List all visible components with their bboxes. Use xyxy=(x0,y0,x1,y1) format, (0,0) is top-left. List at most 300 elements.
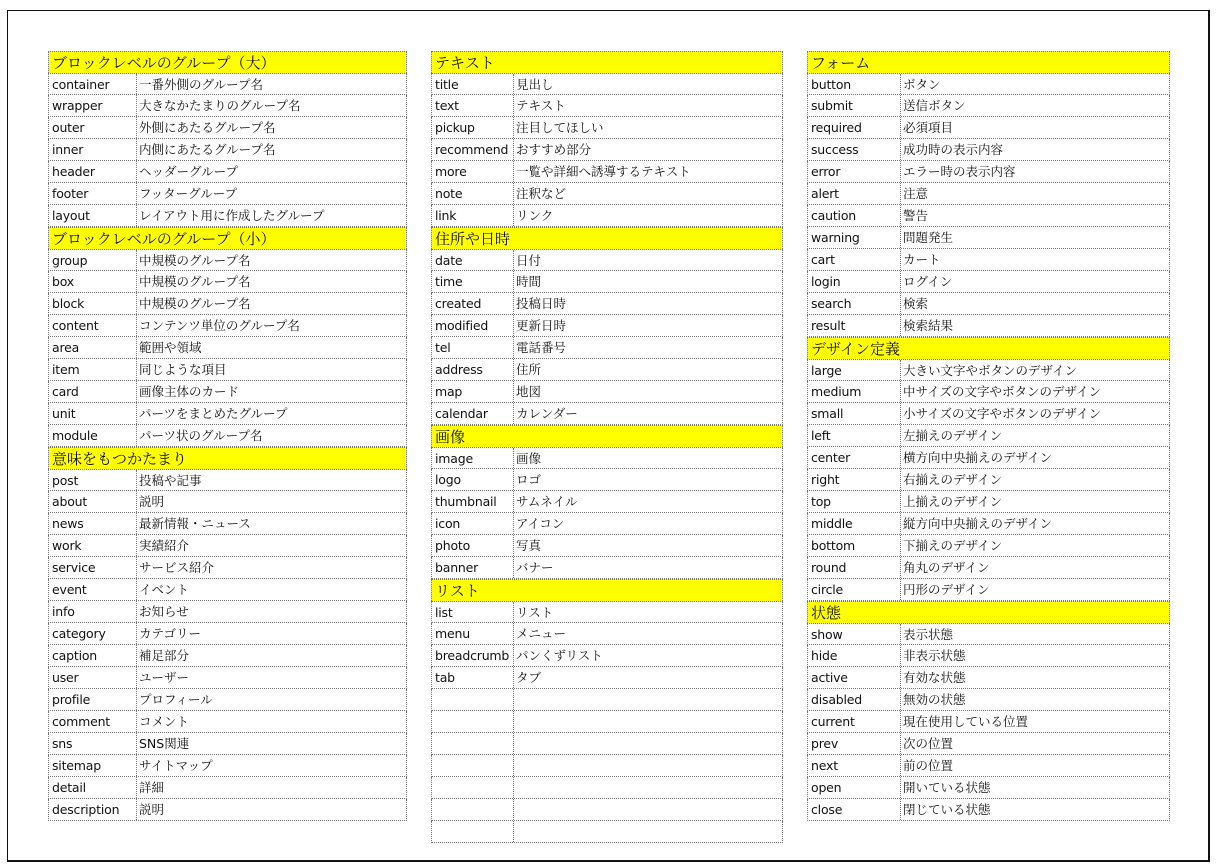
class-name-cell: warning xyxy=(808,227,901,248)
table-row xyxy=(48,601,407,623)
description-cell: エラー時の表示内容 xyxy=(903,164,1016,179)
description-cell: 日付 xyxy=(516,253,542,268)
class-name-cell: sns xyxy=(49,733,137,754)
table-row xyxy=(48,755,407,777)
table-row xyxy=(431,601,783,623)
class-name-cell: submit xyxy=(808,95,901,116)
class-name-cell: current xyxy=(808,711,901,732)
section-header: ブロックレベルのグループ（大） xyxy=(48,51,407,73)
description-cell: パーツ状のグループ名 xyxy=(139,428,263,443)
class-name-cell: bottom xyxy=(808,535,901,556)
description-cell: 必須項目 xyxy=(903,120,954,135)
table-row xyxy=(807,117,1170,139)
description-cell: コンテンツ単位のグループ名 xyxy=(139,318,300,333)
class-name-cell: work xyxy=(49,535,137,556)
table-row xyxy=(807,689,1170,711)
description-cell: 投稿日時 xyxy=(516,296,567,311)
description-cell: 投稿や記事 xyxy=(139,473,202,488)
description-cell: ヘッダーグループ xyxy=(139,164,239,179)
class-name-cell: title xyxy=(432,74,514,94)
class-name-cell: middle xyxy=(808,513,901,534)
empty-cell xyxy=(432,711,514,732)
description-cell: 縦方向中央揃えのデザイン xyxy=(903,516,1053,531)
description-cell: 大きなかたまりのグループ名 xyxy=(139,98,301,113)
description-cell: カテゴリー xyxy=(139,626,202,641)
description-cell: サムネイル xyxy=(516,494,578,509)
class-name-cell: disabled xyxy=(808,689,901,710)
empty-table-row xyxy=(431,799,783,821)
class-name-cell: menu xyxy=(432,623,514,644)
description-cell: パーツをまとめたグループ xyxy=(139,406,288,421)
description-cell: 前の位置 xyxy=(903,758,954,773)
table-row xyxy=(48,183,407,205)
section-header: 意味をもつかたまり xyxy=(48,447,407,469)
table-row xyxy=(807,733,1170,755)
table-row xyxy=(807,667,1170,689)
table-row xyxy=(431,623,783,645)
description-cell: 詳細 xyxy=(139,780,165,795)
class-name-cell: button xyxy=(808,74,901,94)
description-cell: 問題発生 xyxy=(903,230,954,245)
class-name-cell: category xyxy=(49,623,137,644)
description-cell: 画像 xyxy=(516,451,542,466)
description-cell: 開いている状態 xyxy=(903,780,991,795)
description-cell: 検索 xyxy=(903,296,929,311)
table-row xyxy=(807,535,1170,557)
table-row xyxy=(48,557,407,579)
empty-cell xyxy=(432,799,514,820)
table-row xyxy=(807,381,1170,403)
table-row xyxy=(807,161,1170,183)
table-row xyxy=(48,513,407,535)
table-row xyxy=(431,271,783,293)
table-row xyxy=(431,117,783,139)
table-row xyxy=(431,249,783,271)
description-cell: カレンダー xyxy=(516,406,578,421)
description-cell: 大きい文字やボタンのデザイン xyxy=(903,363,1078,378)
description-cell: 電話番号 xyxy=(516,340,567,355)
table-row xyxy=(48,777,407,799)
table-row xyxy=(48,315,407,337)
class-name-cell: list xyxy=(432,602,514,622)
class-name-cell: card xyxy=(49,381,137,402)
class-name-cell: block xyxy=(49,293,137,314)
description-cell: 実績紹介 xyxy=(139,538,190,553)
table-row xyxy=(807,469,1170,491)
description-cell: コメント xyxy=(139,714,190,729)
class-name-cell: center xyxy=(808,447,901,468)
table-row xyxy=(431,381,783,403)
table-row xyxy=(807,711,1170,733)
empty-table-row xyxy=(431,733,783,755)
description-cell: 写真 xyxy=(516,538,542,553)
table-row xyxy=(807,403,1170,425)
table-row xyxy=(431,205,783,227)
table-row xyxy=(431,183,783,205)
table-row xyxy=(431,667,783,689)
table-row xyxy=(807,777,1170,799)
table-row xyxy=(807,95,1170,117)
class-name-cell: tel xyxy=(432,337,514,358)
description-cell: 表示状態 xyxy=(903,627,954,642)
section-header: フォーム xyxy=(807,51,1170,73)
class-name-cell: error xyxy=(808,161,901,182)
table-row xyxy=(48,689,407,711)
description-cell: ボタン xyxy=(903,77,941,92)
table-row xyxy=(48,623,407,645)
class-name-cell: search xyxy=(808,293,901,314)
class-name-cell: sitemap xyxy=(49,755,137,776)
table-row xyxy=(807,293,1170,315)
class-name-cell: tab xyxy=(432,667,514,688)
description-cell: 有効な状態 xyxy=(903,670,966,685)
class-name-cell: pickup xyxy=(432,117,514,138)
table-row xyxy=(431,337,783,359)
table-row xyxy=(431,293,783,315)
description-cell: 中規模のグループ名 xyxy=(139,296,251,311)
class-name-cell: wrapper xyxy=(49,95,137,116)
description-cell: 成功時の表示内容 xyxy=(903,142,1004,157)
empty-table-row xyxy=(431,777,783,799)
class-name-cell: small xyxy=(808,403,901,424)
table-row xyxy=(48,535,407,557)
empty-cell xyxy=(514,821,782,842)
class-name-cell: box xyxy=(49,271,137,292)
class-name-cell: open xyxy=(808,777,901,798)
class-name-cell: item xyxy=(49,359,137,380)
empty-cell xyxy=(432,821,514,842)
description-cell: 一覧や詳細へ誘導するテキスト xyxy=(516,164,691,179)
description-cell: 更新日時 xyxy=(516,318,567,333)
column-1 xyxy=(48,51,407,821)
class-name-cell: recommend xyxy=(432,139,514,160)
class-name-cell: footer xyxy=(49,183,137,204)
description-cell: 一番外側のグループ名 xyxy=(139,77,264,92)
section-header: リスト xyxy=(431,579,783,601)
class-name-cell: created xyxy=(432,293,514,314)
table-row xyxy=(807,73,1170,95)
table-row xyxy=(48,799,407,821)
description-cell: 補足部分 xyxy=(139,648,190,663)
table-row xyxy=(48,95,407,117)
table-row xyxy=(48,425,407,447)
table-row xyxy=(48,403,407,425)
description-cell: 警告 xyxy=(903,208,929,223)
description-cell: アイコン xyxy=(516,516,565,531)
class-name-cell: required xyxy=(808,117,901,138)
description-cell: 下揃えのデザイン xyxy=(903,538,1003,553)
class-name-cell: hide xyxy=(808,645,901,666)
table-row xyxy=(431,95,783,117)
table-row xyxy=(807,447,1170,469)
table-row xyxy=(431,139,783,161)
class-name-cell: inner xyxy=(49,139,137,160)
class-name-cell: close xyxy=(808,799,901,820)
empty-cell xyxy=(514,755,782,776)
class-name-cell: circle xyxy=(808,579,901,600)
class-name-cell: photo xyxy=(432,535,514,556)
description-cell: リスト xyxy=(516,605,554,620)
class-name-cell: calendar xyxy=(432,403,514,424)
description-cell: 注目してほしい xyxy=(516,120,604,135)
description-cell: ユーザー xyxy=(139,670,190,685)
table-row xyxy=(807,755,1170,777)
class-name-cell: more xyxy=(432,161,514,182)
table-row xyxy=(431,403,783,425)
table-row xyxy=(48,249,407,271)
column-2 xyxy=(431,51,783,843)
description-cell: 同じような項目 xyxy=(139,362,227,377)
section-header: ブロックレベルのグループ（小） xyxy=(48,227,407,249)
class-name-cell: container xyxy=(49,74,137,94)
document-page xyxy=(7,10,1210,862)
class-name-cell: detail xyxy=(49,777,137,798)
table-row xyxy=(48,645,407,667)
table-row xyxy=(48,733,407,755)
description-cell: 送信ボタン xyxy=(903,98,966,113)
empty-table-row xyxy=(431,755,783,777)
description-cell: 現在使用している位置 xyxy=(903,714,1029,729)
section-header: デザイン定義 xyxy=(807,337,1170,359)
table-row xyxy=(431,359,783,381)
table-row xyxy=(807,513,1170,535)
class-name-cell: alert xyxy=(808,183,901,204)
description-cell: 住所 xyxy=(516,362,542,377)
class-name-cell: result xyxy=(808,315,901,336)
table-row xyxy=(807,623,1170,645)
class-name-cell: user xyxy=(49,667,137,688)
table-row xyxy=(807,491,1170,513)
description-cell: バナー xyxy=(516,560,554,575)
class-name-cell: profile xyxy=(49,689,137,710)
table-row xyxy=(48,711,407,733)
table-row xyxy=(48,381,407,403)
description-cell: 非表示状態 xyxy=(903,648,966,663)
section-header: 画像 xyxy=(431,425,783,447)
class-name-cell: breadcrumb xyxy=(432,645,514,666)
class-name-cell: thumbnail xyxy=(432,491,514,512)
table-row xyxy=(48,139,407,161)
description-cell: 円形のデザイン xyxy=(903,582,990,597)
table-row xyxy=(48,469,407,491)
description-cell: 時間 xyxy=(516,274,542,289)
description-cell: サイトマップ xyxy=(139,758,213,773)
table-row xyxy=(48,205,407,227)
table-row xyxy=(48,293,407,315)
description-cell: おすすめ部分 xyxy=(516,142,592,157)
class-name-cell: event xyxy=(49,579,137,600)
class-name-cell: image xyxy=(432,448,514,468)
class-name-cell: outer xyxy=(49,117,137,138)
description-cell: ログイン xyxy=(903,274,953,289)
section-header: 状態 xyxy=(807,601,1170,623)
table-row xyxy=(48,359,407,381)
class-name-cell: show xyxy=(808,624,901,644)
section-header: 住所や日時 xyxy=(431,227,783,249)
description-cell: タブ xyxy=(516,670,542,685)
table-row xyxy=(431,469,783,491)
description-cell: カート xyxy=(903,252,941,267)
class-name-cell: right xyxy=(808,469,901,490)
table-row xyxy=(431,491,783,513)
table-row xyxy=(48,667,407,689)
description-cell: イベント xyxy=(139,582,190,597)
table-row xyxy=(807,183,1170,205)
class-name-cell: area xyxy=(49,337,137,358)
description-cell: レイアウト用に作成したグループ xyxy=(139,208,325,223)
empty-cell xyxy=(432,755,514,776)
empty-cell xyxy=(514,689,782,710)
empty-cell xyxy=(514,777,782,798)
description-cell: 右揃えのデザイン xyxy=(903,472,1003,487)
description-cell: 注意 xyxy=(903,186,929,201)
description-cell: 画像主体のカード xyxy=(139,384,240,399)
table-row xyxy=(48,117,407,139)
class-name-cell: note xyxy=(432,183,514,204)
description-cell: サービス紹介 xyxy=(139,560,215,575)
class-name-cell: caption xyxy=(49,645,137,666)
table-row xyxy=(48,491,407,513)
table-row xyxy=(807,359,1170,381)
table-row xyxy=(431,161,783,183)
class-name-cell: post xyxy=(49,470,137,490)
description-cell: 注釈など xyxy=(516,186,567,201)
class-name-cell: address xyxy=(432,359,514,380)
class-name-cell: news xyxy=(49,513,137,534)
description-cell: 説明 xyxy=(139,802,165,817)
class-name-cell: header xyxy=(49,161,137,182)
class-name-cell: comment xyxy=(49,711,137,732)
table-row xyxy=(807,799,1170,821)
empty-cell xyxy=(514,711,782,732)
description-cell: 小サイズの文字やボタンのデザイン xyxy=(903,406,1102,421)
description-cell: 中サイズの文字やボタンのデザイン xyxy=(903,384,1102,399)
class-name-cell: link xyxy=(432,205,514,226)
description-cell: 角丸のデザイン xyxy=(903,560,990,575)
description-cell: 上揃えのデザイン xyxy=(903,494,1003,509)
description-cell: 中規模のグループ名 xyxy=(139,253,251,268)
table-row xyxy=(48,73,407,95)
description-cell: お知らせ xyxy=(139,604,189,619)
description-cell: ロゴ xyxy=(516,472,542,487)
description-cell: テキスト xyxy=(516,98,566,113)
table-row xyxy=(431,535,783,557)
class-name-cell: layout xyxy=(49,205,137,226)
description-cell: プロフィール xyxy=(139,692,213,707)
table-row xyxy=(431,513,783,535)
class-name-cell: text xyxy=(432,95,514,116)
table-row xyxy=(807,205,1170,227)
class-name-cell: logo xyxy=(432,469,514,490)
description-cell: 無効の状態 xyxy=(903,692,966,707)
class-name-cell: about xyxy=(49,491,137,512)
description-cell: 閉じている状態 xyxy=(903,802,991,817)
description-cell: 最新情報・ニュース xyxy=(139,516,251,531)
table-row xyxy=(807,425,1170,447)
description-cell: 検索結果 xyxy=(903,318,954,333)
class-name-cell: info xyxy=(49,601,137,622)
description-cell: 外側にあたるグループ名 xyxy=(139,120,276,135)
empty-table-row xyxy=(431,711,783,733)
description-cell: 左揃えのデザイン xyxy=(903,428,1003,443)
description-cell: 範囲や領域 xyxy=(139,340,202,355)
description-cell: 見出し xyxy=(516,77,554,92)
empty-table-row xyxy=(431,821,783,843)
class-name-cell: map xyxy=(432,381,514,402)
table-row xyxy=(431,447,783,469)
table-row xyxy=(807,249,1170,271)
table-row xyxy=(807,227,1170,249)
class-name-cell: next xyxy=(808,755,901,776)
class-name-cell: service xyxy=(49,557,137,578)
table-row xyxy=(807,315,1170,337)
empty-cell xyxy=(432,689,514,710)
table-row xyxy=(48,579,407,601)
description-cell: 説明 xyxy=(139,494,165,509)
description-cell: 内側にあたるグループ名 xyxy=(139,142,276,157)
class-name-cell: prev xyxy=(808,733,901,754)
description-cell: 次の位置 xyxy=(903,736,954,751)
class-name-cell: round xyxy=(808,557,901,578)
table-row xyxy=(431,315,783,337)
description-cell: 横方向中央揃えのデザイン xyxy=(903,450,1053,465)
class-name-cell: top xyxy=(808,491,901,512)
empty-cell xyxy=(432,777,514,798)
description-cell: パンくずリスト xyxy=(516,648,603,663)
class-name-cell: left xyxy=(808,425,901,446)
column-3 xyxy=(807,51,1170,821)
class-name-cell: description xyxy=(49,799,137,820)
table-row xyxy=(807,645,1170,667)
table-row xyxy=(431,73,783,95)
empty-cell xyxy=(514,799,782,820)
description-cell: フッターグループ xyxy=(139,186,238,201)
table-row xyxy=(807,579,1170,601)
class-name-cell: module xyxy=(49,425,137,446)
class-name-cell: large xyxy=(808,360,901,380)
class-name-cell: group xyxy=(49,250,137,270)
empty-table-row xyxy=(431,689,783,711)
class-name-cell: active xyxy=(808,667,901,688)
description-cell: SNS関連 xyxy=(139,736,190,751)
class-name-cell: content xyxy=(49,315,137,336)
table-row xyxy=(807,271,1170,293)
table-row xyxy=(431,557,783,579)
table-row xyxy=(48,337,407,359)
section-header: テキスト xyxy=(431,51,783,73)
description-cell: 中規模のグループ名 xyxy=(139,274,251,289)
class-name-cell: login xyxy=(808,271,901,292)
description-cell: リンク xyxy=(516,208,554,223)
class-name-cell: success xyxy=(808,139,901,160)
class-name-cell: banner xyxy=(432,557,514,578)
class-name-cell: modified xyxy=(432,315,514,336)
description-cell: 地図 xyxy=(516,384,542,399)
description-cell: メニュー xyxy=(516,626,567,641)
class-name-cell: icon xyxy=(432,513,514,534)
class-name-cell: date xyxy=(432,250,514,270)
class-name-cell: caution xyxy=(808,205,901,226)
class-name-cell: cart xyxy=(808,249,901,270)
table-row xyxy=(48,161,407,183)
table-row xyxy=(807,139,1170,161)
empty-cell xyxy=(514,733,782,754)
class-name-cell: unit xyxy=(49,403,137,424)
table-row xyxy=(807,557,1170,579)
table-row xyxy=(48,271,407,293)
empty-cell xyxy=(432,733,514,754)
class-name-cell: time xyxy=(432,271,514,292)
